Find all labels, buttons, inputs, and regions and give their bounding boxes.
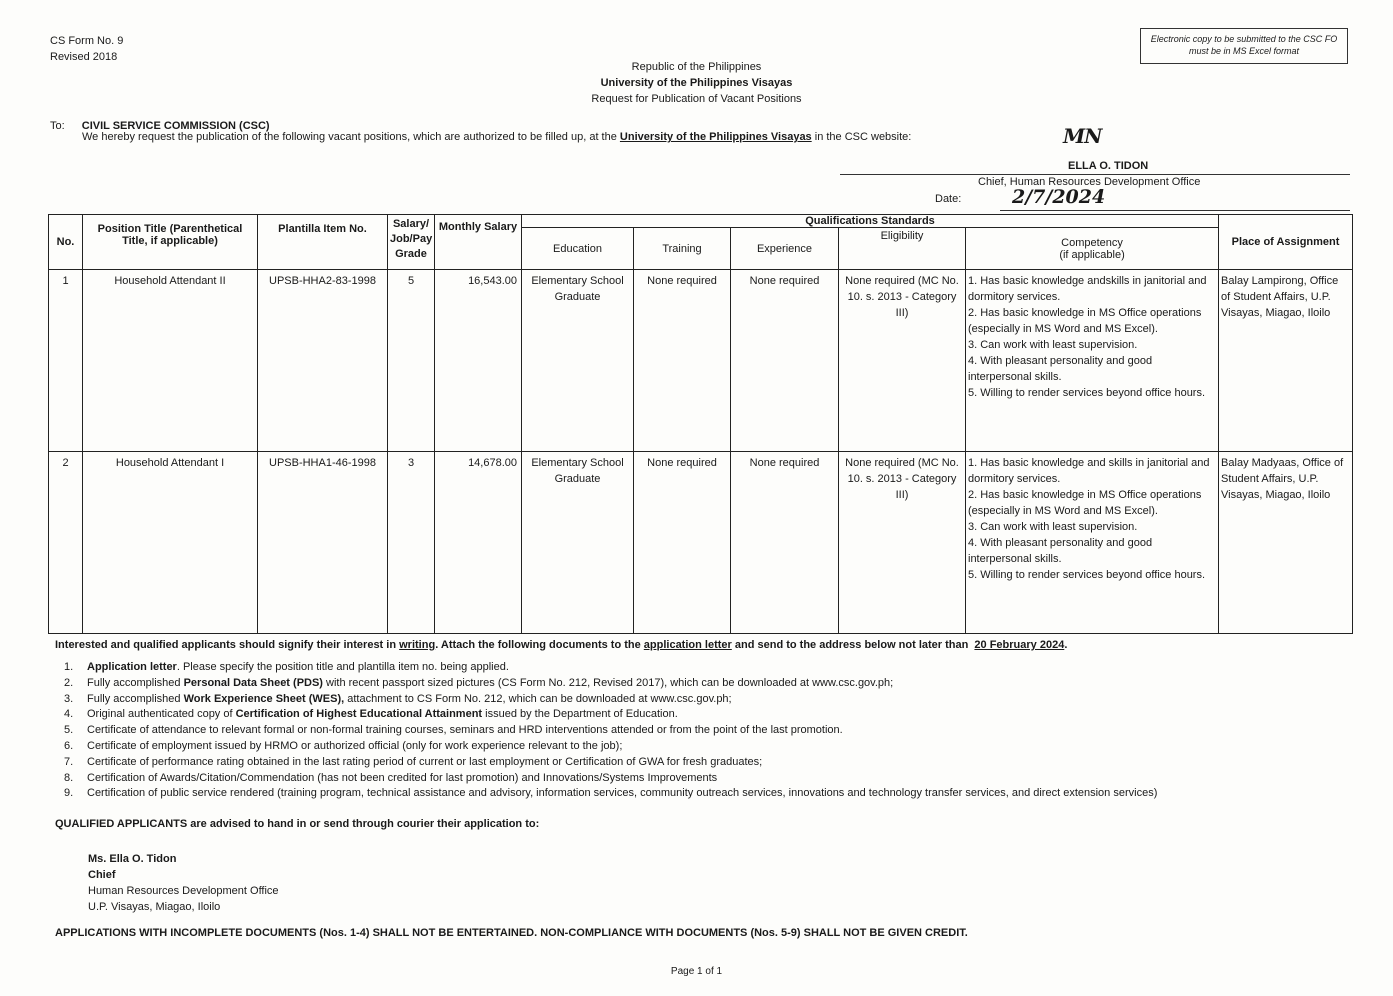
contact-title: Chief — [88, 869, 116, 881]
interest-text: Interested and qualified applicants should signify their interest in — [55, 639, 397, 651]
item-number: 2. — [64, 676, 74, 689]
request-statement — [82, 131, 911, 143]
vacant-positions-table — [48, 214, 1353, 634]
row-position: Household Attendant I — [83, 452, 258, 634]
item-text: Certificate of performance rating obtained in the last rating period of current or last employment or Certification of GWA for fresh graduates; — [87, 755, 763, 768]
handwritten-initials: MN — [1063, 124, 1102, 148]
header-plantilla: Plantilla Item No. — [258, 215, 388, 270]
competency-item: 3. Can work with least supervision. — [968, 521, 1138, 533]
header-experience: Experience — [731, 228, 839, 270]
row-salary: 16,543.00 — [435, 270, 522, 452]
republic-line: Republic of the Philippines — [631, 61, 762, 73]
item-bold: Personal Data Sheet (PDS) — [183, 676, 323, 689]
row-experience: None required — [731, 270, 839, 452]
header-place: Place of Assignment — [1219, 215, 1353, 270]
item-text: Certification of Awards/Citation/Commendation (has not been credited for last promotion) and Innovations/Systems Improvements — [87, 771, 718, 784]
header-competency-label: Competency — [1061, 236, 1123, 249]
list-item — [64, 692, 1157, 708]
item-number: 8. — [64, 771, 74, 784]
agency-name: University of the Philippines Visayas — [600, 77, 793, 89]
header-training: Training — [634, 228, 731, 270]
row-no: 2 — [49, 452, 83, 634]
item-text: attachment to CS Form No. 212, which can be downloaded at www.csc.gov.ph; — [344, 692, 732, 705]
ecopy-line-1: Electronic copy to be submitted to the CSC FO — [1150, 34, 1338, 44]
form-number: CS Form No. 9 — [50, 35, 124, 47]
row-grade: 3 — [388, 452, 435, 634]
contact-location: U.P. Visayas, Miagao, Iloilo — [88, 901, 221, 913]
row-training: None required — [634, 452, 731, 634]
ecopy-line-2: must be in MS Excel format — [1188, 46, 1300, 56]
date-line — [1000, 210, 1350, 211]
item-bold: Certification of Highest Educational Attainment — [235, 708, 483, 721]
competency-item: 5. Willing to render services beyond office hours. — [968, 569, 1206, 581]
list-item — [64, 676, 1157, 692]
row-training: None required — [634, 270, 731, 452]
page-number: Page 1 of 1 — [670, 966, 723, 977]
row-experience: None required — [731, 452, 839, 634]
contact-office: Human Resources Development Office — [88, 885, 279, 897]
competency-item: 4. With pleasant personality and good interpersonal skills. — [968, 537, 1153, 565]
header-competency — [966, 228, 1219, 270]
header-eligibility: Eligibility — [839, 228, 966, 270]
item-text: . Please specify the position title and plantilla item no. being applied. — [176, 661, 509, 673]
row-eligibility: None required (MC No. 10. s. 2013 - Category III) — [839, 452, 966, 634]
signatory-name: ELLA O. TIDON — [1068, 160, 1149, 172]
interest-text: . — [1064, 639, 1068, 651]
item-bold: Application letter — [87, 661, 177, 673]
item-text: Certificate of employment issued by HRMO or authorized official (only for work experience relevant to the job); — [87, 739, 623, 752]
item-text: Certification of public service rendered (training program, technical assistance and advisory, information services, community outreach services, innovations and technology transfer services, and direct extension services) — [87, 787, 1158, 800]
signatory-title: Chief, Human Resources Development Office — [978, 176, 1201, 188]
list-item — [64, 739, 1157, 755]
row-place: Balay Lampirong, Office of Student Affairs, U.P. Visayas, Miagao, Iloilo — [1219, 270, 1353, 452]
competency-item: 1. Has basic knowledge andskills in janitorial and dormitory services. — [968, 275, 1207, 303]
row-education: Elementary School Graduate — [522, 452, 634, 634]
header-qualifications: Qualifications Standards — [522, 215, 1219, 228]
header-competency-sub: (if applicable) — [1059, 248, 1125, 261]
item-text: issued by the Department of Education. — [482, 708, 678, 721]
request-text: We hereby request the publication of the following vacant positions, which are authorized to be filled up, at the — [82, 131, 617, 143]
row-education: Elementary School Graduate — [522, 270, 634, 452]
header-position: Position Title (Parenthetical Title, if applicable) — [83, 215, 258, 270]
incomplete-documents-warning: APPLICATIONS WITH INCOMPLETE DOCUMENTS (Nos. 1-4) SHALL NOT BE ENTERTAINED. NON-COMPLIANCE WITH DOCUMENTS (Nos. 5-9) SHALL NOT BE GIVEN CREDIT. — [55, 927, 968, 939]
header-no: No. — [49, 215, 83, 270]
date-label: Date: — [935, 193, 962, 205]
row-salary: 14,678.00 — [435, 452, 522, 634]
contact-address — [88, 851, 279, 915]
list-item — [64, 723, 1157, 739]
request-agency: University of the Philippines Visayas — [619, 131, 812, 143]
row-position: Household Attendant II — [83, 270, 258, 452]
document-subject: Request for Publication of Vacant Positions — [591, 93, 802, 105]
competency-item: 1. Has basic knowledge and skills in janitorial and dormitory services. — [968, 457, 1210, 485]
competency-item: 5. Willing to render services beyond office hours. — [968, 387, 1206, 399]
list-item — [64, 660, 1157, 676]
competency-item: 2. Has basic knowledge in MS Office operations (especially in MS Word and MS Excel). — [968, 489, 1202, 517]
header-education: Education — [522, 228, 634, 270]
qualified-applicants-notice: QUALIFIED APPLICANTS are advised to hand in or send through courier their application to: — [55, 818, 540, 830]
item-text: Certificate of attendance to relevant formal or non-formal training courses, seminars and HRD interventions attended or from the point of the last promotion. — [87, 724, 843, 737]
header-salary-grade: Salary/ Job/Pay Grade — [388, 215, 435, 270]
item-number: 6. — [64, 739, 74, 752]
item-text: with recent passport sized pictures (CS Form No. 212, Revised 2017), which can be downloaded at www.csc.gov.ph; — [322, 676, 894, 689]
item-number: 7. — [64, 755, 74, 768]
handwritten-date: 2/7/2024 — [1012, 186, 1106, 208]
interest-writing: writing — [399, 639, 436, 651]
to-name: CIVIL SERVICE COMMISSION (CSC) — [81, 120, 270, 132]
item-number: 9. — [64, 787, 74, 800]
competency-item: 2. Has basic knowledge in MS Office operations (especially in MS Word and MS Excel). — [968, 307, 1202, 335]
interest-statement — [55, 639, 1067, 651]
item-number: 3. — [64, 692, 74, 705]
row-place: Balay Madyaas, Office of Student Affairs, U.P. Visayas, Miagao, Iloilo — [1219, 452, 1353, 634]
table-header-row — [49, 215, 1353, 228]
row-competency — [966, 270, 1219, 452]
competency-item: 4. With pleasant personality and good interpersonal skills. — [968, 355, 1153, 383]
row-plantilla: UPSB-HHA2-83-1998 — [258, 270, 388, 452]
table-row — [49, 270, 1353, 452]
request-text-end: in the CSC website: — [814, 131, 912, 143]
interest-application-letter: application letter — [643, 639, 732, 651]
list-item — [64, 771, 1157, 787]
row-plantilla: UPSB-HHA1-46-1998 — [258, 452, 388, 634]
list-item — [64, 786, 1157, 802]
document-header — [0, 59, 1393, 107]
signature-line — [840, 174, 1350, 175]
row-no: 1 — [49, 270, 83, 452]
item-bold: Work Experience Sheet (WES), — [183, 692, 345, 705]
competency-item: 3. Can work with least supervision. — [968, 339, 1138, 351]
header-monthly-salary: Monthly Salary — [435, 215, 522, 270]
requirements-list — [64, 660, 1157, 802]
row-competency — [966, 452, 1219, 634]
interest-text: . Attach the following documents to the — [435, 639, 641, 651]
row-eligibility: None required (MC No. 10. s. 2013 - Category III) — [839, 270, 966, 452]
to-label: To: — [50, 120, 65, 132]
form-revision: Revised 2018 — [50, 51, 118, 63]
row-grade: 5 — [388, 270, 435, 452]
interest-text: and send to the address below not later than — [734, 639, 969, 651]
item-number: 5. — [64, 724, 74, 737]
deadline-date: 20 February 2024 — [974, 639, 1065, 651]
item-text: Fully accomplished — [87, 692, 184, 705]
item-text: Original authenticated copy of — [87, 708, 236, 721]
item-number: 4. — [64, 708, 74, 721]
contact-name: Ms. Ella O. Tidon — [88, 853, 177, 865]
list-item — [64, 707, 1157, 723]
table-row — [49, 452, 1353, 634]
item-number: 1. — [64, 661, 74, 673]
list-item — [64, 755, 1157, 771]
item-text: Fully accomplished — [87, 676, 184, 689]
